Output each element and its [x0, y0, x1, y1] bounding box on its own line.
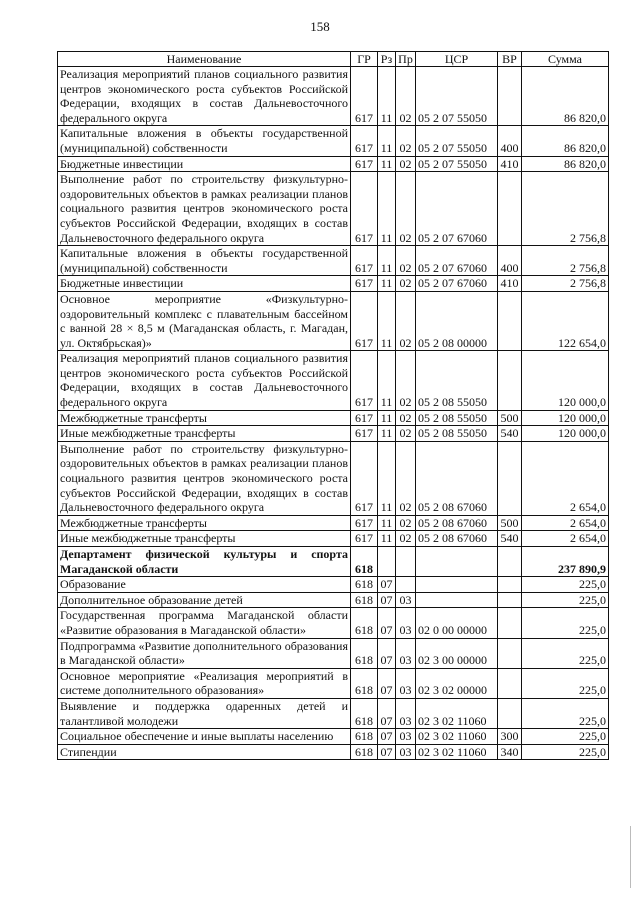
table-row — [58, 698, 609, 728]
table-row — [58, 547, 609, 577]
cell-gr: 617 — [351, 351, 378, 410]
cell-name: Выполнение работ по строительству физкультурно-оздоровительных объектов в рамках реализации планов социального развития центров экономического роста субъектов Российской Федерации, входящих в состав Дальневосточного федерального округа — [58, 441, 351, 515]
cell-name: Стипендии — [58, 744, 351, 760]
cell-rz: 11 — [378, 67, 396, 126]
cell-csr — [416, 577, 498, 593]
cell-name: Дополнительное образование детей — [58, 592, 351, 608]
cell-sum: 225,0 — [522, 668, 609, 698]
cell-sum: 120 000,0 — [522, 351, 609, 410]
cell-rz: 11 — [378, 515, 396, 531]
cell-gr: 617 — [351, 426, 378, 442]
cell-gr: 618 — [351, 698, 378, 728]
scan-edge-mark — [630, 826, 631, 888]
cell-name: Иные межбюджетные трансферты — [58, 531, 351, 547]
cell-gr: 617 — [351, 156, 378, 172]
cell-pr: 02 — [396, 291, 416, 350]
cell-gr: 617 — [351, 276, 378, 292]
table-row — [58, 638, 609, 668]
cell-vr — [498, 441, 522, 515]
cell-name: Иные межбюджетные трансферты — [58, 426, 351, 442]
cell-name: Социальное обеспечение и иные выплаты населению — [58, 729, 351, 745]
cell-rz: 07 — [378, 729, 396, 745]
table-row — [58, 668, 609, 698]
cell-vr: 300 — [498, 729, 522, 745]
cell-pr: 02 — [396, 441, 416, 515]
cell-rz: 07 — [378, 668, 396, 698]
cell-sum: 2 756,8 — [522, 276, 609, 292]
cell-sum: 122 654,0 — [522, 291, 609, 350]
cell-vr — [498, 592, 522, 608]
cell-sum: 225,0 — [522, 638, 609, 668]
header-sum: Сумма — [522, 52, 609, 67]
cell-vr — [498, 668, 522, 698]
cell-pr: 02 — [396, 246, 416, 276]
table-row — [58, 246, 609, 276]
cell-vr — [498, 577, 522, 593]
cell-vr: 400 — [498, 246, 522, 276]
table-row — [58, 531, 609, 547]
cell-vr — [498, 67, 522, 126]
cell-gr: 617 — [351, 410, 378, 426]
cell-rz: 07 — [378, 592, 396, 608]
header-gr: ГР — [351, 52, 378, 67]
cell-sum: 225,0 — [522, 608, 609, 638]
cell-gr: 617 — [351, 531, 378, 547]
cell-csr: 05 2 08 67060 — [416, 515, 498, 531]
cell-rz: 11 — [378, 291, 396, 350]
cell-name: Государственная программа Магаданской области «Развитие образования в Магаданской области» — [58, 608, 351, 638]
cell-name: Основное мероприятие «Реализация мероприятий в системе дополнительного образования» — [58, 668, 351, 698]
cell-sum: 86 820,0 — [522, 156, 609, 172]
cell-csr: 05 2 08 55050 — [416, 410, 498, 426]
cell-gr: 618 — [351, 592, 378, 608]
cell-name: Бюджетные инвестиции — [58, 276, 351, 292]
table-row — [58, 577, 609, 593]
cell-rz: 11 — [378, 126, 396, 156]
table-header-row — [58, 52, 609, 67]
cell-sum: 2 654,0 — [522, 515, 609, 531]
page-number: 158 — [310, 19, 330, 34]
cell-vr — [498, 547, 522, 577]
cell-sum: 86 820,0 — [522, 126, 609, 156]
cell-csr: 05 2 08 67060 — [416, 531, 498, 547]
cell-csr: 05 2 07 67060 — [416, 172, 498, 246]
cell-sum: 237 890,9 — [522, 547, 609, 577]
cell-gr: 618 — [351, 729, 378, 745]
cell-sum: 120 000,0 — [522, 410, 609, 426]
table-row — [58, 744, 609, 760]
table-row — [58, 515, 609, 531]
cell-rz: 11 — [378, 172, 396, 246]
cell-rz: 11 — [378, 426, 396, 442]
cell-rz: 11 — [378, 351, 396, 410]
cell-vr: 400 — [498, 126, 522, 156]
cell-pr: 02 — [396, 426, 416, 442]
cell-name: Капитальные вложения в объекты государственной (муниципальной) собственности — [58, 246, 351, 276]
cell-sum: 2 654,0 — [522, 441, 609, 515]
cell-rz: 07 — [378, 698, 396, 728]
table-row — [58, 172, 609, 246]
cell-gr: 617 — [351, 172, 378, 246]
cell-gr: 618 — [351, 547, 378, 577]
cell-rz: 07 — [378, 744, 396, 760]
cell-csr: 05 2 08 00000 — [416, 291, 498, 350]
header-name: Наименование — [58, 52, 351, 67]
cell-sum: 2 654,0 — [522, 531, 609, 547]
cell-vr — [498, 698, 522, 728]
table-row — [58, 126, 609, 156]
cell-gr: 617 — [351, 291, 378, 350]
cell-csr: 05 2 07 55050 — [416, 67, 498, 126]
cell-csr: 05 2 07 55050 — [416, 156, 498, 172]
table-row — [58, 291, 609, 350]
cell-gr: 618 — [351, 744, 378, 760]
table-row — [58, 426, 609, 442]
cell-vr: 410 — [498, 156, 522, 172]
cell-vr: 500 — [498, 410, 522, 426]
cell-vr — [498, 291, 522, 350]
cell-pr: 02 — [396, 172, 416, 246]
cell-csr: 05 2 08 55050 — [416, 351, 498, 410]
header-rz: Рз — [378, 52, 396, 67]
header-vr: ВР — [498, 52, 522, 67]
table-row — [58, 276, 609, 292]
cell-csr: 02 3 02 11060 — [416, 744, 498, 760]
cell-csr: 02 3 02 00000 — [416, 668, 498, 698]
cell-rz: 07 — [378, 577, 396, 593]
cell-pr: 02 — [396, 67, 416, 126]
cell-pr: 03 — [396, 698, 416, 728]
table-row — [58, 67, 609, 126]
cell-vr — [498, 351, 522, 410]
cell-pr — [396, 577, 416, 593]
cell-gr: 618 — [351, 608, 378, 638]
table-row — [58, 156, 609, 172]
cell-gr: 618 — [351, 638, 378, 668]
cell-gr: 618 — [351, 577, 378, 593]
cell-gr: 617 — [351, 515, 378, 531]
cell-pr: 03 — [396, 608, 416, 638]
cell-csr: 05 2 08 67060 — [416, 441, 498, 515]
cell-csr: 05 2 08 55050 — [416, 426, 498, 442]
cell-csr — [416, 592, 498, 608]
cell-vr: 540 — [498, 531, 522, 547]
cell-vr — [498, 608, 522, 638]
cell-pr: 03 — [396, 668, 416, 698]
cell-rz: 11 — [378, 276, 396, 292]
cell-rz — [378, 547, 396, 577]
cell-name: Основное мероприятие «Физкультурно-оздоровительный комплекс с плавательным бассейном с ванной 28 × 8,5 м (Магаданская область, г. Магадан, ул. Октябрьская)» — [58, 291, 351, 350]
cell-rz: 11 — [378, 441, 396, 515]
cell-name: Межбюджетные трансферты — [58, 410, 351, 426]
table-body — [58, 67, 609, 760]
cell-sum: 225,0 — [522, 729, 609, 745]
cell-name: Капитальные вложения в объекты государственной (муниципальной) собственности — [58, 126, 351, 156]
cell-vr: 340 — [498, 744, 522, 760]
cell-sum: 86 820,0 — [522, 67, 609, 126]
cell-name: Реализация мероприятий планов социального развития центров экономического роста субъектов Российской Федерации, входящих в состав Дальневосточного федерального округа — [58, 351, 351, 410]
table-row — [58, 608, 609, 638]
cell-csr: 02 3 02 11060 — [416, 729, 498, 745]
cell-rz: 11 — [378, 531, 396, 547]
cell-name: Выявление и поддержка одаренных детей и талантливой молодежи — [58, 698, 351, 728]
table-row — [58, 410, 609, 426]
cell-csr: 02 0 00 00000 — [416, 608, 498, 638]
cell-csr — [416, 547, 498, 577]
cell-rz: 11 — [378, 156, 396, 172]
cell-name: Межбюджетные трансферты — [58, 515, 351, 531]
cell-pr: 02 — [396, 515, 416, 531]
cell-name: Выполнение работ по строительству физкультурно-оздоровительных объектов в рамках реализации планов социального развития центров экономического роста субъектов Российской Федерации, входящих в состав Дальневосточного федерального округа — [58, 172, 351, 246]
table-row — [58, 351, 609, 410]
cell-sum: 2 756,8 — [522, 246, 609, 276]
cell-name: Реализация мероприятий планов социального развития центров экономического роста субъектов Российской Федерации, входящих в состав Дальневосточного федерального округа — [58, 67, 351, 126]
cell-sum: 225,0 — [522, 577, 609, 593]
cell-csr: 05 2 07 55050 — [416, 126, 498, 156]
cell-pr: 02 — [396, 410, 416, 426]
cell-csr: 05 2 07 67060 — [416, 246, 498, 276]
cell-gr: 618 — [351, 668, 378, 698]
cell-csr: 02 3 02 11060 — [416, 698, 498, 728]
cell-rz: 07 — [378, 638, 396, 668]
cell-pr: 03 — [396, 592, 416, 608]
cell-pr: 02 — [396, 156, 416, 172]
cell-sum: 225,0 — [522, 592, 609, 608]
cell-rz: 11 — [378, 246, 396, 276]
cell-pr: 02 — [396, 126, 416, 156]
header-pr: Пр — [396, 52, 416, 67]
cell-pr — [396, 547, 416, 577]
cell-gr: 617 — [351, 67, 378, 126]
cell-name: Бюджетные инвестиции — [58, 156, 351, 172]
budget-table — [57, 51, 609, 760]
cell-sum: 225,0 — [522, 744, 609, 760]
cell-pr: 03 — [396, 729, 416, 745]
cell-sum: 2 756,8 — [522, 172, 609, 246]
table-row — [58, 592, 609, 608]
cell-pr: 03 — [396, 638, 416, 668]
cell-name: Образование — [58, 577, 351, 593]
cell-pr: 03 — [396, 744, 416, 760]
table-row — [58, 441, 609, 515]
cell-vr: 540 — [498, 426, 522, 442]
cell-rz: 11 — [378, 410, 396, 426]
cell-vr: 500 — [498, 515, 522, 531]
cell-gr: 617 — [351, 246, 378, 276]
cell-vr: 410 — [498, 276, 522, 292]
cell-name: Подпрограмма «Развитие дополнительного образования в Магаданской области» — [58, 638, 351, 668]
table-row — [58, 729, 609, 745]
cell-pr: 02 — [396, 531, 416, 547]
cell-rz: 07 — [378, 608, 396, 638]
cell-sum: 120 000,0 — [522, 426, 609, 442]
cell-sum: 225,0 — [522, 698, 609, 728]
cell-pr: 02 — [396, 351, 416, 410]
cell-gr: 617 — [351, 126, 378, 156]
header-csr: ЦСР — [416, 52, 498, 67]
cell-name: Департамент физической культуры и спорта Магаданской области — [58, 547, 351, 577]
cell-csr: 05 2 07 67060 — [416, 276, 498, 292]
cell-gr: 617 — [351, 441, 378, 515]
cell-csr: 02 3 00 00000 — [416, 638, 498, 668]
cell-pr: 02 — [396, 276, 416, 292]
cell-vr — [498, 172, 522, 246]
cell-vr — [498, 638, 522, 668]
